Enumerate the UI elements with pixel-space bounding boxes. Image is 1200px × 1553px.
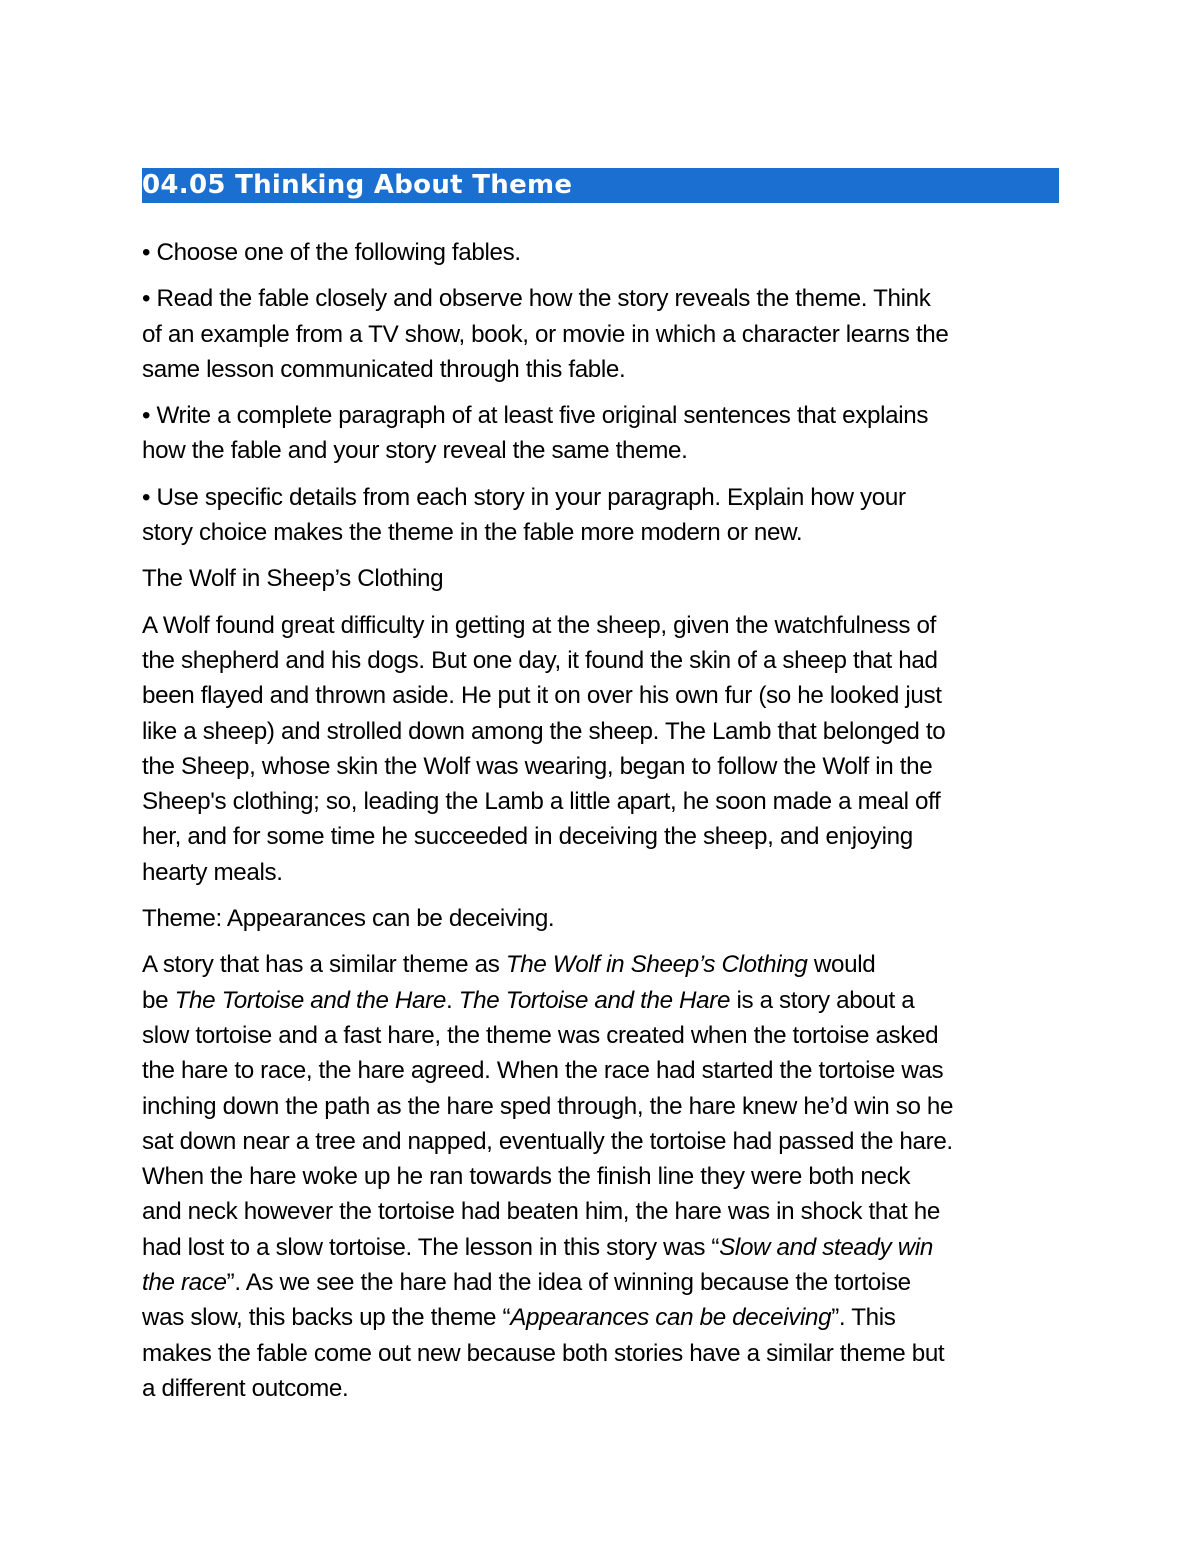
text-line: sat down near a tree and napped, eventually the tortoise had passed the hare. xyxy=(142,1127,953,1155)
text-line: the hare to race, the hare agreed. When the race had started the tortoise was xyxy=(142,1057,944,1085)
assignment-heading: 04.05 Thinking About Theme xyxy=(142,168,1059,203)
text-run: would xyxy=(807,951,876,979)
fable-title xyxy=(142,561,1062,596)
text-line: inching down the path as the hare sped through, the hare knew he’d win so he xyxy=(142,1092,954,1120)
text-line: like a sheep) and strolled down among the sheep. The Lamb that belonged to xyxy=(142,717,946,745)
text-line: her, and for some time he succeeded in deceiving the sheep, and enjoying xyxy=(142,823,913,851)
story-title: The Tortoise and the Hare xyxy=(174,986,446,1014)
instruction-2 xyxy=(142,281,1062,387)
text-line: • Write a complete paragraph of at least five original sentences that explains xyxy=(142,402,929,430)
text-line: how the fable and your story reveal the same theme. xyxy=(142,437,688,465)
text-run: is a story about a xyxy=(730,986,915,1014)
text-line: A Wolf found great difficulty in getting at the sheep, given the watchfulness of xyxy=(142,611,936,639)
text-line: • Use specific details from each story in your paragraph. Explain how your xyxy=(142,483,906,511)
text-line: the Sheep, whose skin the Wolf was wearing, began to follow the Wolf in the xyxy=(142,752,933,780)
story-title: The Tortoise and the Hare xyxy=(458,986,731,1014)
text-run: was slow, this backs up the theme “ xyxy=(142,1304,511,1332)
text-line: Theme: Appearances can be deceiving. xyxy=(142,905,555,933)
document-page xyxy=(142,168,1062,1417)
instruction-3 xyxy=(142,398,1062,469)
quoted-theme: Appearances can be deceiving xyxy=(510,1304,832,1332)
text-line: the shepherd and his dogs. But one day, it found the skin of a sheep that had xyxy=(142,646,938,674)
text-line: When the hare woke up he ran towards the finish line they were both neck xyxy=(142,1163,911,1191)
theme-statement xyxy=(142,901,1062,936)
text-run: ”. This xyxy=(831,1304,896,1332)
instruction-1 xyxy=(142,235,1062,270)
text-line: and neck however the tortoise had beaten him, the hare was in shock that he xyxy=(142,1198,940,1226)
text-line xyxy=(142,947,1062,982)
story-title: The Wolf in Sheep’s Clothing xyxy=(505,951,808,979)
text-run: ”. As we see the hare had the idea of winning because the tortoise xyxy=(226,1269,911,1297)
text-line: makes the fable come out new because both stories have a similar theme but xyxy=(142,1339,945,1367)
instruction-4 xyxy=(142,480,1062,551)
text-line: hearty meals. xyxy=(142,858,283,886)
text-line: • Choose one of the following fables. xyxy=(142,239,521,266)
text-line xyxy=(142,1265,1062,1300)
text-line xyxy=(142,1230,1062,1265)
quoted-lesson: the race xyxy=(142,1269,227,1297)
text-line xyxy=(142,1300,1062,1335)
quoted-lesson: Slow and steady win xyxy=(719,1233,933,1261)
fable-text xyxy=(142,608,1062,890)
text-run: had lost to a slow tortoise. The lesson in this story was “ xyxy=(142,1233,720,1261)
text-line: Sheep's clothing; so, leading the Lamb a little apart, he soon made a meal off xyxy=(142,788,941,816)
text-line: story choice makes the theme in the fable more modern or new. xyxy=(142,519,803,547)
text-line: been flayed and thrown aside. He put it on over his own fur (so he looked just xyxy=(142,682,942,710)
text-run: be xyxy=(142,986,175,1014)
text-line: of an example from a TV show, book, or movie in which a character learns the xyxy=(142,320,949,348)
text-line: a different outcome. xyxy=(142,1374,349,1402)
text-run: A story that has a similar theme as xyxy=(142,951,506,979)
text-line: The Wolf in Sheep’s Clothing xyxy=(142,565,444,593)
text-line: • Read the fable closely and observe how the story reveals the theme. Think xyxy=(142,285,931,313)
text-line: slow tortoise and a fast hare, the theme was created when the tortoise asked xyxy=(142,1021,939,1049)
text-line: same lesson communicated through this fable. xyxy=(142,355,626,383)
answer-paragraph xyxy=(142,947,1062,1406)
text-line xyxy=(142,983,1062,1018)
text-run: . xyxy=(445,986,459,1014)
